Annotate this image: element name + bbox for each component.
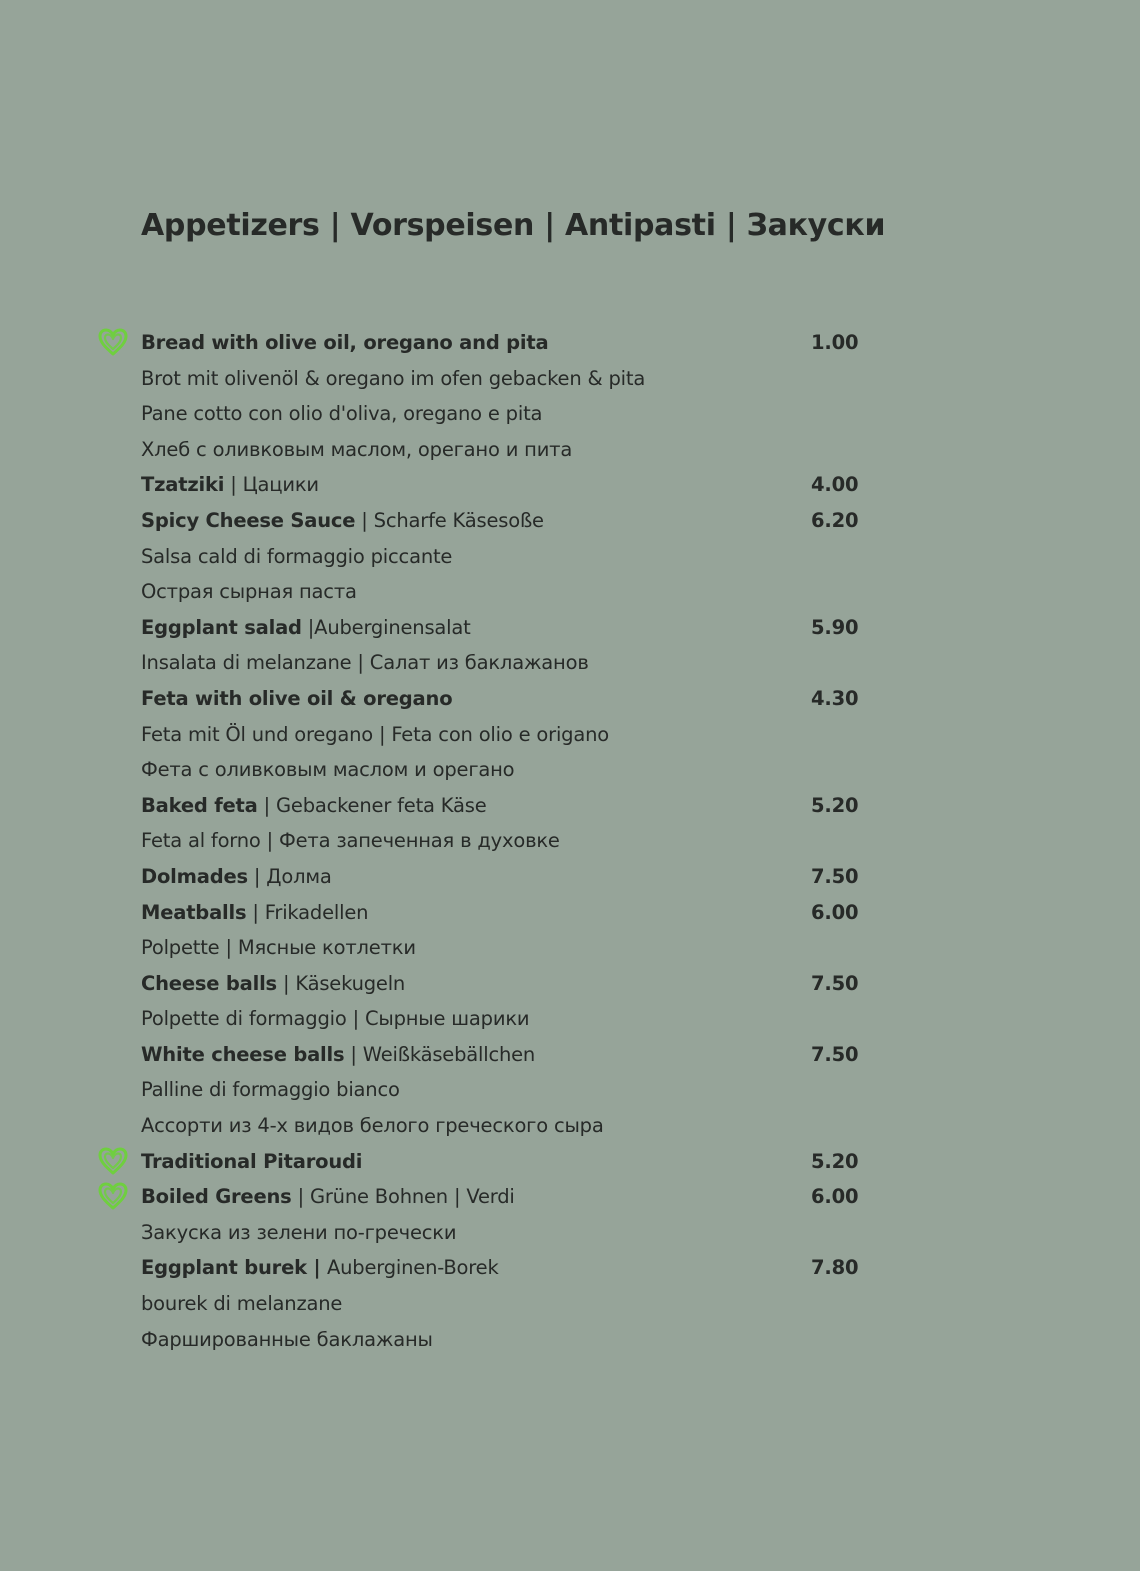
menu-item: [141, 1250, 861, 1286]
item-name: Spicy Cheese Sauce: [141, 508, 356, 532]
item-translation: | Grüne Bohnen | Verdi: [291, 1185, 515, 1209]
item-translation: Polpette di formaggio | Сырные шарики: [141, 1007, 530, 1031]
item-price: 7.50: [811, 1042, 859, 1066]
item-translation: | Долма: [247, 864, 332, 888]
item-price: 7.50: [811, 971, 859, 995]
item-translation: Ассорти из 4-х видов белого греческого сыра: [141, 1114, 604, 1138]
item-price: 4.30: [811, 686, 859, 710]
item-translation: Фаршированные баклажаны: [141, 1327, 433, 1351]
item-name: Cheese balls: [141, 971, 277, 995]
item-price: 5.90: [811, 615, 859, 639]
item-price: 5.20: [811, 1149, 859, 1173]
item-price: 1.00: [811, 331, 859, 354]
heart-icon: [97, 1181, 129, 1211]
item-translation: Pane cotto con olio d'oliva, oregano e pita: [141, 402, 543, 426]
item-name: Meatballs: [141, 900, 247, 924]
item-price: 6.00: [811, 1185, 859, 1209]
item-translation: | Käsekugeln: [276, 971, 406, 995]
menu-item: [141, 895, 861, 931]
menu-item-description: [141, 432, 861, 468]
menu-item: [141, 467, 861, 503]
heart-icon: [97, 1146, 129, 1176]
item-translation: Feta mit Öl und oregano | Feta con olio e origano: [141, 722, 609, 746]
item-name: White cheese balls: [141, 1042, 345, 1066]
menu-item-description: [141, 396, 861, 432]
menu-item-description: [141, 1215, 861, 1251]
menu-item-description: [141, 574, 861, 610]
item-price: 5.20: [811, 793, 859, 817]
item-translation: | Gebackener feta Käse: [257, 793, 487, 817]
menu-item: [141, 1037, 861, 1073]
item-translation: | Weißkäsebällchen: [344, 1042, 536, 1066]
item-price: 7.80: [811, 1256, 859, 1280]
menu-item: [141, 1144, 861, 1180]
item-translation: Feta al forno | Фета запеченная в духовке: [141, 829, 560, 853]
item-price: 6.20: [811, 508, 859, 532]
item-price: 6.00: [811, 900, 859, 924]
item-translation: Insalata di melanzane | Салат из баклажанов: [141, 651, 589, 675]
item-translation: Brot mit olivenöl & oregano im ofen gebacken & pita: [141, 366, 646, 390]
item-name: Tzatziki: [141, 473, 225, 497]
menu-item: [141, 681, 861, 717]
menu-item: [141, 966, 861, 1002]
menu-item: [141, 788, 861, 824]
item-translation: | Цацики: [224, 473, 319, 497]
menu-item: [141, 610, 861, 646]
item-name: Baked feta: [141, 793, 258, 817]
item-name: Feta with olive oil & oregano: [141, 686, 453, 710]
item-translation: | Frikadellen: [246, 900, 369, 924]
item-translation: bourek di melanzane: [141, 1292, 343, 1316]
heart-icon: [97, 327, 129, 357]
item-translation: Фета с оливковым маслом и орегано: [141, 758, 515, 782]
menu-item-description: [141, 1072, 861, 1108]
item-translation: Polpette | Мясные котлетки: [141, 936, 416, 960]
item-translation: | Scharfe Käsesoße: [355, 508, 544, 532]
item-name: Boiled Greens: [141, 1185, 292, 1209]
menu-item-description: [141, 1286, 861, 1322]
menu-item: [141, 503, 861, 539]
item-translation: Auberginen-Borek: [326, 1256, 499, 1280]
item-name: Eggplant salad: [141, 615, 302, 639]
menu-item-description: [141, 1108, 861, 1144]
menu-item-description: [141, 752, 861, 788]
item-translation: |Auberginensalat: [301, 615, 471, 639]
item-name: Bread with olive oil, oregano and pita: [141, 331, 549, 354]
menu-item-description: [141, 361, 861, 397]
menu-item: [141, 859, 861, 895]
item-translation: Palline di formaggio bianco: [141, 1078, 400, 1102]
item-price: 4.00: [811, 473, 859, 497]
item-translation: Острая сырная паста: [141, 580, 357, 604]
menu-item: [141, 325, 861, 361]
item-translation: Salsa cald di formaggio piccante: [141, 544, 453, 568]
menu-item-description: [141, 823, 861, 859]
menu-item-description: [141, 645, 861, 681]
item-translation: Закуска из зелени по-гречески: [141, 1220, 457, 1244]
item-name: Dolmades: [141, 864, 248, 888]
menu-item-description: [141, 930, 861, 966]
menu-list: [141, 325, 861, 1357]
item-name: Traditional Pitaroudi: [141, 1149, 363, 1173]
menu-item-description: [141, 539, 861, 575]
item-translation: Хлеб с оливковым маслом, орегано и пита: [141, 437, 573, 461]
item-price: 7.50: [811, 864, 859, 888]
menu-item-description: [141, 1001, 861, 1037]
menu-item: [141, 1179, 861, 1215]
page-title: Appetizers | Vorspeisen | Antipasti | Закуски: [141, 208, 886, 243]
menu-item-description: [141, 1322, 861, 1358]
item-name: Eggplant burek |: [141, 1256, 327, 1280]
menu-item-description: [141, 717, 861, 753]
